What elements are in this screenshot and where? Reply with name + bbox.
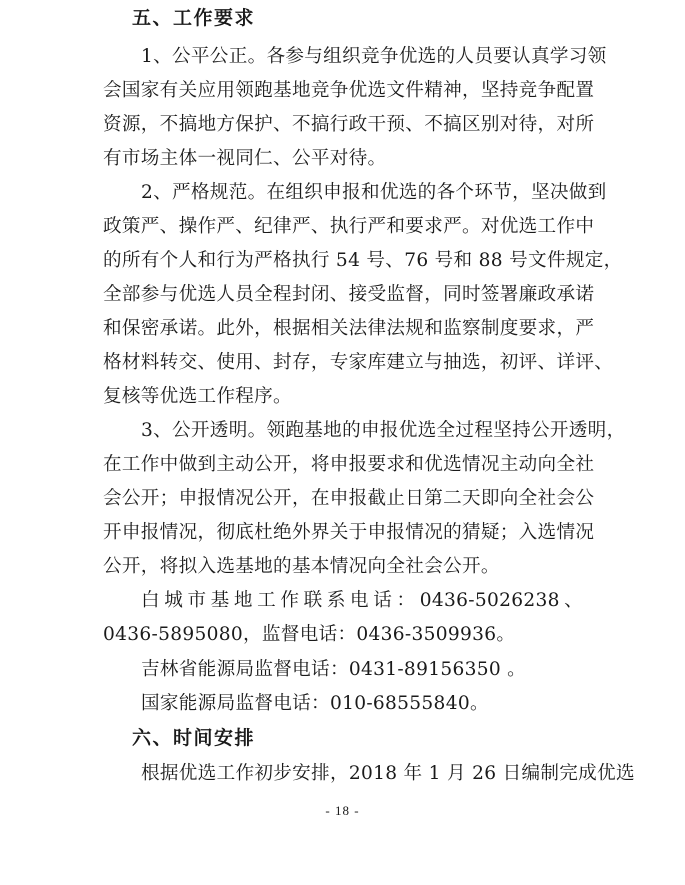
paragraph-line: 政策严、操作严、纪律严、执行严和要求严。对优选工作中	[103, 216, 595, 237]
paragraph-line: 公开，将拟入选基地的基本情况向全社会公开。	[103, 556, 500, 577]
section-heading-schedule: 六、时间安排	[132, 727, 256, 749]
paragraph-line: 复核等优选工作程序。	[103, 386, 292, 407]
paragraph-line: 3、公开透明。领跑基地的申报优选全过程坚持公开透明，	[141, 420, 626, 441]
paragraph-line: 和保密承诺。此外，根据相关法律法规和监察制度要求，严	[103, 318, 595, 339]
paragraph-line: 2、严格规范。在组织申报和优选的各个环节，坚决做到	[141, 182, 607, 203]
paragraph-line: 根据优选工作初步安排，2018 年 1 月 26 日编制完成优选	[141, 763, 635, 784]
paragraph-line: 有市场主体一视同仁、公平对待。	[103, 148, 387, 169]
paragraph-line: 资源，不搞地方保护、不搞行政干预、不搞区别对待，对所	[103, 114, 595, 135]
contact-national-supervision-phone: 国家能源局监督电话：010-68555840。	[141, 693, 489, 714]
paragraph-line: 格材料转交、使用、封存，专家库建立与抽选，初评、详评、	[103, 352, 614, 373]
paragraph-line: 的所有个人和行为严格执行 54 号、76 号和 88 号文件规定，	[103, 250, 623, 271]
paragraph-line: 开申报情况，彻底杜绝外界关于申报情况的猜疑；入选情况	[103, 522, 595, 543]
contact-baicheng-supervision-phone: 0436-5895080，监督电话：0436-3509936。	[103, 624, 516, 645]
paragraph-line: 1、公平公正。各参与组织竞争优选的人员要认真学习领	[141, 46, 607, 67]
paragraph-line: 会公开；申报情况公开，在申报截止日第二天即向全社会公	[103, 488, 595, 509]
paragraph-line: 会国家有关应用领跑基地竞争优选文件精神，坚持竞争配置	[103, 80, 595, 101]
contact-jilin-supervision-phone: 吉林省能源局监督电话：0431-89156350 。	[141, 659, 527, 680]
page-number: - 18 -	[325, 803, 360, 818]
section-heading-work-requirements: 五、工作要求	[132, 7, 256, 29]
paragraph-line: 在工作中做到主动公开，将申报要求和优选情况主动向全社	[103, 454, 595, 475]
paragraph-line: 全部参与优选人员全程封闭、接受监督，同时签署廉政承诺	[103, 284, 595, 305]
contact-baicheng-phone: 白城市基地工作联系电话：0436-5026238、	[141, 590, 583, 611]
